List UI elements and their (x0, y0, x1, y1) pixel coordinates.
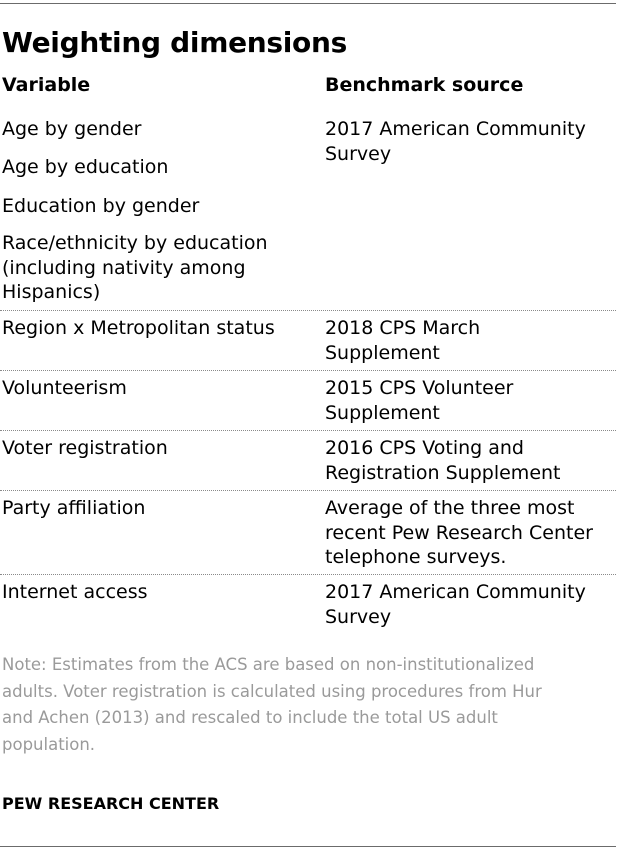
footnote-line: Note: Estimates from the ACS are based on non-institutionalized (2, 655, 535, 674)
variable-cell (2, 117, 142, 142)
source-cell (325, 580, 586, 629)
source-cell (325, 376, 513, 425)
source-cell (325, 436, 561, 485)
row-divider (0, 370, 616, 371)
variable-cell (2, 316, 275, 341)
variable-line: (including nativity among (2, 256, 246, 279)
page-title: Weighting dimensions (2, 26, 347, 59)
footnote-line: population. (2, 734, 96, 754)
row-divider (0, 490, 616, 491)
variable-cell (2, 376, 127, 401)
variable-line: Education by gender (2, 195, 200, 217)
row-divider (0, 310, 616, 311)
variable-cell (2, 231, 268, 305)
variable-line: Region x Metropolitan status (2, 317, 275, 339)
variable-cell (2, 496, 145, 521)
variable-cell (2, 436, 168, 461)
variable-line: Voter registration (2, 437, 168, 459)
source-line: 2017 American Community (325, 581, 586, 603)
variable-line: Volunteerism (2, 377, 127, 399)
variable-cell (2, 155, 168, 180)
footnote-line: adults. Voter registration is calculated using procedures from Hur (2, 681, 542, 701)
source-cell (325, 117, 586, 166)
source-line: Supplement (325, 341, 440, 364)
source-cell (325, 316, 480, 365)
source-line: 2017 American Community (325, 118, 586, 140)
source-cell (325, 496, 593, 570)
source-line: 2016 CPS Voting and (325, 437, 524, 459)
variable-column-header: Variable (2, 74, 91, 96)
variable-line: Age by education (2, 156, 169, 178)
footnote-line: and Achen (2013) and rescaled to include the total US adult (2, 708, 498, 727)
source-line: Survey (325, 142, 392, 165)
row-divider (0, 574, 616, 575)
variable-line: Party affiliation (2, 497, 146, 519)
variable-line: Age by gender (2, 118, 142, 140)
footnote (2, 652, 602, 758)
variable-line: Internet access (2, 581, 148, 603)
variable-line: Hispanics) (2, 281, 101, 303)
variable-cell (2, 194, 199, 219)
bottom-rule (0, 846, 616, 847)
source-line: 2015 CPS Volunteer (325, 377, 514, 399)
variable-cell (2, 580, 148, 605)
source-line: Supplement (325, 401, 440, 424)
source-line: Average of the three most (325, 497, 575, 519)
source-credit: PEW RESEARCH CENTER (2, 794, 220, 813)
source-line: telephone surveys. (325, 546, 507, 568)
source-line: recent Pew Research Center (325, 521, 593, 544)
source-column-header: Benchmark source (325, 74, 524, 96)
source-line: 2018 CPS March (325, 317, 481, 339)
variable-line: Race/ethnicity by education (2, 232, 268, 254)
source-line: Survey (325, 605, 392, 628)
source-line: Registration Supplement (325, 461, 561, 484)
top-rule (0, 3, 616, 4)
row-divider (0, 430, 616, 431)
